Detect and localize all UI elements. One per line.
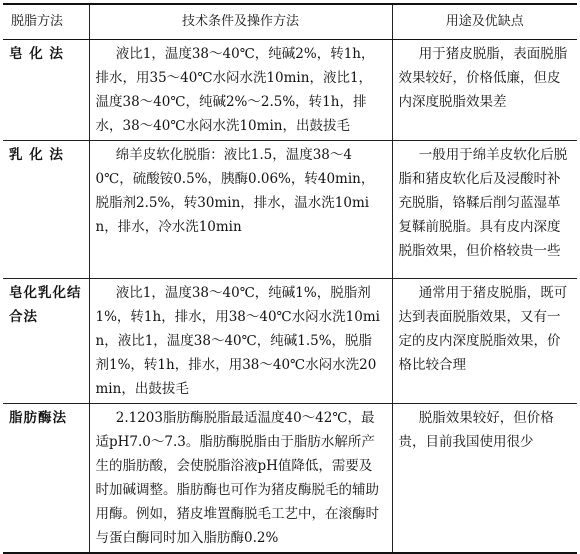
header-row xyxy=(3,4,577,40)
header-method: 脱脂方法 xyxy=(3,4,89,40)
method-cell: 皂 化 法 xyxy=(3,40,89,141)
uses-cell: 用于猪皮脱脂，表面脱脂效果较好，价格低廉，但皮内深度脱脂效果差 xyxy=(392,40,577,141)
method-cell: 脂肪酶法 xyxy=(3,404,89,554)
table-row xyxy=(3,279,577,404)
degreasing-methods-table xyxy=(3,3,577,554)
method-cell: 乳 化 法 xyxy=(3,141,89,279)
uses-cell: 通常用于猪皮脱脂，既可达到表面脱脂效果，又有一定的皮内深度脱脂效果，价格比较合理 xyxy=(392,279,577,404)
conditions-cell: 绵羊皮软化脱脂：液比1.5，温度38～40℃，硫酸铵0.5%，胰酶0.06%，转40min，脱脂剂2.5%，转30min，排水，温水洗10min，排水，冷水洗10min xyxy=(89,141,392,279)
conditions-cell: 液比1，温度38～40℃，纯碱1%，脱脂剂1%，转1h，排水，用38～40℃水闷水洗10min，液比1，温度38～40℃，纯碱1.5%，脱脂剂1%，转1h，排水，用38～40℃水闷水洗20min，出鼓拔毛 xyxy=(89,279,392,404)
conditions-cell: 液比1，温度38～40℃，纯碱2%，转1h，排水，用35～40℃水闷水洗10min，液比1，温度38～40℃，纯碱2%～2.5%，转1h，排水，38～40℃水闷水洗10min，出鼓拔毛 xyxy=(89,40,392,141)
table-row xyxy=(3,141,577,279)
uses-cell: 一般用于绵羊皮软化后脱脂和猪皮软化后及浸酸时补充脱脂，铬鞣后削匀蓝湿革复鞣前脱脂。具有皮内深度脱脂效果，但价格较贵一些 xyxy=(392,141,577,279)
header-conditions: 技术条件及操作方法 xyxy=(89,4,392,40)
conditions-cell: 2.1203脂肪酶脱脂最适温度40～42℃，最适pH7.0～7.3。脂肪酶脱脂由于脂肪水解所产生的脂肪酸，会使脱脂浴液pH值降低，需要及时加碱调整。脂肪酶也可作为猪皮酶脱毛的辅助用酶。例如，猪皮堆置酶脱毛工艺中，在滚酶时与蛋白酶同时加入脂肪酶0.2% xyxy=(89,404,392,554)
table-row xyxy=(3,404,577,554)
method-cell: 皂化乳化结合法 xyxy=(3,279,89,404)
uses-cell: 脱脂效果较好，但价格贵，目前我国使用很少 xyxy=(392,404,577,554)
table-row xyxy=(3,40,577,141)
header-uses: 用途及优缺点 xyxy=(392,4,577,40)
